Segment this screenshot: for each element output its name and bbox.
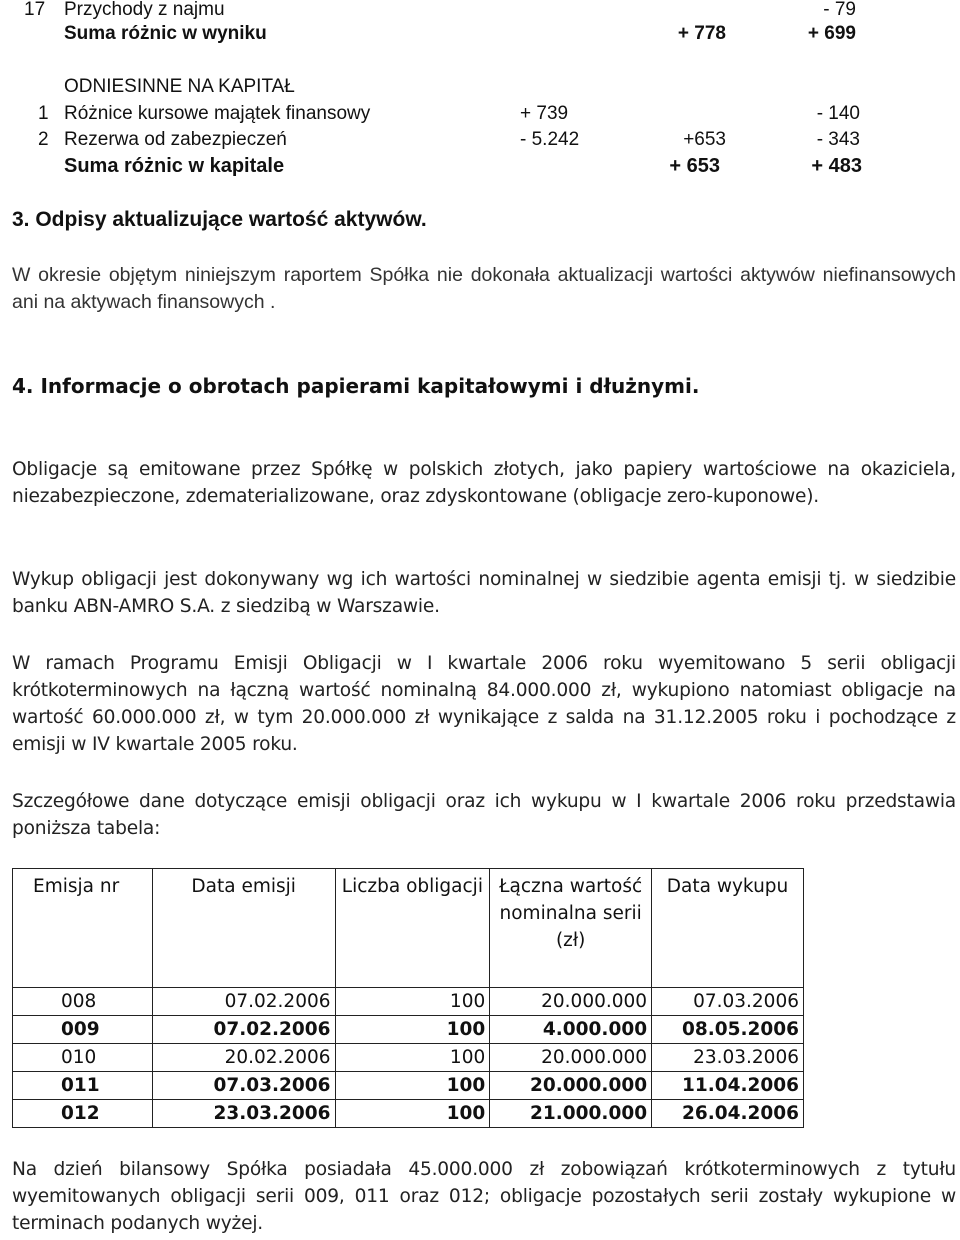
row-label: Przychody z najmu <box>64 0 225 20</box>
paragraph: W ramach Programu Emisji Obligacji w I kwartale 2006 roku wyemitowano 5 serii obligacji krótkoterminowych na łączną wartość nominalną 84.000.000 zł, wykupiono natomiast obligacje na wartość 60.000.000 zł, w tym 20.000.000 zł wynikające z salda na 31.12.2005 roku i pochodzące z emisji w IV kwartale 2005 roku. <box>12 653 956 755</box>
row-label: Suma różnic w wyniku <box>64 23 267 44</box>
row-value-col1: + 778 <box>677 23 726 44</box>
closing-paragraph: Na dzień bilansowy Spółka posiadała 45.000.000 zł zobowiązań krótkoterminowych z tytułu wyemitowanych obligacji serii 009, 011 oraz 012; obligacje pozostałych serii zostały wykupione w terminach podanych wyżej. <box>12 1159 956 1234</box>
table-cell: 26.04.2006 <box>652 1100 804 1128</box>
row-value-col2: + 699 <box>807 23 856 44</box>
row-number: 17 <box>24 0 46 20</box>
section-4-title: 4. Informacje o obrotach papierami kapitałowymi i dłużnymi. <box>12 374 700 398</box>
row-value-col2: - 343 <box>816 129 860 150</box>
column-header: Data emisji <box>152 869 335 988</box>
bonds-table <box>12 868 804 1128</box>
table-cell: 100 <box>335 1016 490 1044</box>
section-3-text: W okresie objętym niniejszym raportem Spółka nie dokonała aktualizacji wartości aktywów niefinansowych ani na aktywach finansowych . <box>12 264 956 313</box>
table-cell: 009 <box>13 1016 153 1044</box>
table-cell: 012 <box>13 1100 153 1128</box>
table-cell: 011 <box>13 1072 153 1100</box>
row-label: Suma różnic w kapitale <box>64 155 285 177</box>
row-label: Różnice kursowe majątek finansowy <box>64 103 371 124</box>
table-cell: 20.000.000 <box>490 988 652 1016</box>
paragraph: Wykup obligacji jest dokonywany wg ich wartości nominalnej w siedzibie agenta emisji tj. w siedzibie banku ABN-AMRO S.A. z siedzibą w Warszawie. <box>12 569 956 617</box>
column-header: Emisja nr <box>13 869 153 988</box>
table-cell: 21.000.000 <box>490 1100 652 1128</box>
table-cell: 08.05.2006 <box>652 1016 804 1044</box>
table-cell: 008 <box>13 988 153 1016</box>
row-value-col0: - 5.242 <box>520 129 580 150</box>
row-value-col2: - 79 <box>823 0 856 20</box>
table-cell: 4.000.000 <box>490 1016 652 1044</box>
column-header: Liczba obligacji <box>335 869 490 988</box>
table-header-row <box>13 869 804 988</box>
table-row <box>13 1044 804 1072</box>
row-value-col0: + 739 <box>520 103 569 124</box>
capital-heading: ODNIESINNE NA KAPITAŁ <box>64 76 295 97</box>
table-cell: 20.000.000 <box>490 1044 652 1072</box>
table-row <box>13 988 804 1016</box>
table-cell: 07.02.2006 <box>152 988 335 1016</box>
column-header: Data wykupu <box>652 869 804 988</box>
table-cell: 07.03.2006 <box>152 1072 335 1100</box>
column-header: Łączna wartość nominalna serii (zł) <box>490 869 652 988</box>
table-cell: 100 <box>335 1100 490 1128</box>
row-value-col1: +653 <box>683 129 726 150</box>
table-cell: 11.04.2006 <box>652 1072 804 1100</box>
row-number: 1 <box>38 103 49 124</box>
row-value-col2: + 483 <box>811 155 862 177</box>
row-number: 2 <box>38 129 49 150</box>
paragraph: Szczegółowe dane dotyczące emisji obligacji oraz ich wykupu w I kwartale 2006 roku przedstawia poniższa tabela: <box>12 791 956 839</box>
row-value-col1: + 653 <box>669 155 720 177</box>
paragraph: Obligacje są emitowane przez Spółkę w polskich złotych, jako papiery wartościowe na okaziciela, niezabezpieczone, zdematerializowane, oraz zdyskontowane (obligacje zero-kuponowe). <box>12 459 956 507</box>
table-cell: 100 <box>335 988 490 1016</box>
table-cell: 100 <box>335 1072 490 1100</box>
row-label: Rezerwa od zabezpieczeń <box>64 129 287 150</box>
table-cell: 20.02.2006 <box>152 1044 335 1072</box>
table-row <box>13 1016 804 1044</box>
table-cell: 010 <box>13 1044 153 1072</box>
row-value-col2: - 140 <box>816 103 860 124</box>
table-cell: 07.02.2006 <box>152 1016 335 1044</box>
table-cell: 23.03.2006 <box>652 1044 804 1072</box>
table-cell: 23.03.2006 <box>152 1100 335 1128</box>
table-row <box>13 1072 804 1100</box>
table-cell: 20.000.000 <box>490 1072 652 1100</box>
table-cell: 100 <box>335 1044 490 1072</box>
table-row <box>13 1100 804 1128</box>
section-3-title: 3. Odpisy aktualizujące wartość aktywów. <box>12 208 427 231</box>
table-cell: 07.03.2006 <box>652 988 804 1016</box>
